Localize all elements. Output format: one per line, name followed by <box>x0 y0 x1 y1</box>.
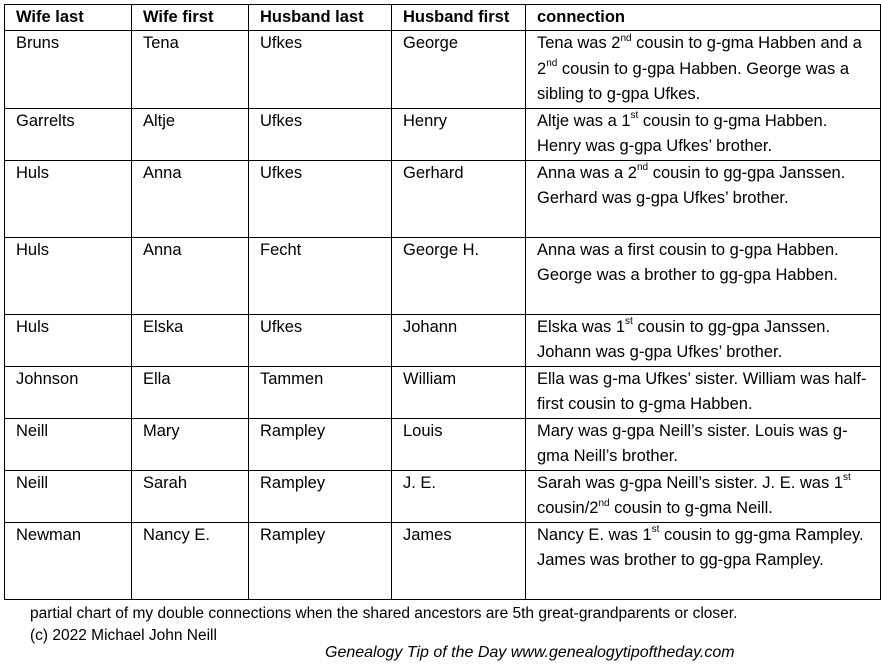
cell-husband-last: Fecht <box>249 237 392 314</box>
table-row <box>5 470 881 522</box>
table-row <box>5 108 881 160</box>
col-header-husband-last: Husband last <box>249 5 392 31</box>
table-row <box>5 366 881 418</box>
connection-text: cousin to g-gma Neill. <box>609 499 773 517</box>
connection-text: cousin to g-gma Habben. Henry was g-gpa Ufkes’ brother. <box>537 111 828 155</box>
ordinal-suffix: nd <box>636 162 649 173</box>
cell-connection <box>526 522 881 599</box>
copyright-text: (c) 2022 Michael John Neill <box>30 627 217 644</box>
cell-husband-first: James <box>392 522 526 599</box>
cell-connection <box>526 108 881 160</box>
cell-wife-last: Neill <box>5 418 132 470</box>
cell-husband-first: Gerhard <box>392 160 526 237</box>
cell-connection <box>526 418 881 470</box>
cell-wife-first: Anna <box>132 160 249 237</box>
cell-husband-first: Henry <box>392 108 526 160</box>
connection-text: cousin to g-gpa Habben. George was a sibling to g-gpa Ufkes. <box>537 59 849 103</box>
chart-note: partial chart of my double connections when the shared ancestors are 5th great-grandparents or closer. <box>30 605 738 622</box>
cell-wife-first: Altje <box>132 108 249 160</box>
cell-husband-first: Louis <box>392 418 526 470</box>
connections-table <box>4 4 881 600</box>
ordinal-suffix: st <box>630 110 639 121</box>
col-header-wife-first: Wife first <box>132 5 249 31</box>
cell-husband-last: Ufkes <box>249 314 392 366</box>
connection-text: Nancy E. was 1 <box>537 525 652 544</box>
ordinal-suffix: nd <box>546 58 558 69</box>
cell-husband-first: Johann <box>392 314 526 366</box>
connection-text: Anna was a 2 <box>537 163 637 182</box>
connection-text: cousin/2 <box>537 499 599 517</box>
cell-wife-first: Anna <box>132 237 249 314</box>
ordinal-suffix: st <box>625 316 633 327</box>
cell-husband-first: George <box>392 31 526 109</box>
cell-husband-first: George H. <box>392 237 526 314</box>
cell-wife-last: Newman <box>5 522 132 599</box>
cell-husband-last: Rampley <box>249 418 392 470</box>
connection-text: cousin to gg-gma Rampley. James was brother to gg-gpa Rampley. <box>537 525 864 569</box>
col-header-husband-first: Husband first <box>392 5 526 31</box>
table-row <box>5 314 881 366</box>
cell-husband-first: J. E. <box>392 470 526 522</box>
connection-text: cousin to gg-gpa Janssen. Gerhard was g-gpa Ufkes’ brother. <box>537 163 846 207</box>
cell-wife-last: Huls <box>5 237 132 314</box>
cell-husband-last: Ufkes <box>249 108 392 160</box>
ordinal-suffix: st <box>651 524 660 535</box>
ordinal-suffix: nd <box>598 497 610 509</box>
connection-text: Anna was a first cousin to g-gpa Habben. George was a brother to gg-gpa Habben. <box>537 240 839 284</box>
cell-wife-last: Bruns <box>5 31 132 109</box>
connection-text: Mary was g-gpa Neill’s sister. Louis was g-gma Neill’s brother. <box>537 421 848 465</box>
connection-text: cousin to g-gma Habben and a 2 <box>537 34 862 78</box>
cell-connection <box>526 31 881 109</box>
cell-connection <box>526 237 881 314</box>
table-row <box>5 237 881 314</box>
cell-husband-last: Tammen <box>249 366 392 418</box>
header-row <box>5 5 881 31</box>
connection-text: Ella was g-ma Ufkes’ sister. William was half-first cousin to g-gma Habben. <box>537 369 867 413</box>
connection-text: Altje was a 1 <box>537 111 631 130</box>
col-header-wife-last: Wife last <box>5 5 132 31</box>
cell-connection <box>526 314 881 366</box>
cell-husband-last: Rampley <box>249 522 392 599</box>
table-row <box>5 31 881 109</box>
connection-text: Sarah was g-gpa Neill’s sister. J. E. was 1 <box>537 473 843 492</box>
cell-husband-first: William <box>392 366 526 418</box>
table-row <box>5 418 881 470</box>
cell-wife-first: Ella <box>132 366 249 418</box>
cell-connection <box>526 366 881 418</box>
cell-wife-first: Nancy E. <box>132 522 249 599</box>
table-row <box>5 160 881 237</box>
cell-connection <box>526 470 881 522</box>
connection-text: Tena was 2 <box>537 34 621 52</box>
table-row <box>5 522 881 599</box>
cell-wife-first: Sarah <box>132 470 249 522</box>
cell-connection <box>526 160 881 237</box>
cell-husband-last: Ufkes <box>249 160 392 237</box>
site-credit: Genealogy Tip of the Day www.genealogytipoftheday.com <box>325 644 735 661</box>
cell-wife-last: Johnson <box>5 366 132 418</box>
connection-text: Elska was 1 <box>537 317 626 336</box>
cell-wife-first: Tena <box>132 31 249 109</box>
cell-wife-last: Garrelts <box>5 108 132 160</box>
connection-text: cousin to gg-gpa Janssen. Johann was g-gpa Ufkes’ brother. <box>537 317 831 361</box>
ordinal-suffix: st <box>843 472 851 483</box>
cell-wife-first: Elska <box>132 314 249 366</box>
cell-wife-last: Huls <box>5 314 132 366</box>
table-body <box>5 31 881 600</box>
cell-husband-last: Ufkes <box>249 31 392 109</box>
cell-wife-last: Huls <box>5 160 132 237</box>
cell-husband-last: Rampley <box>249 470 392 522</box>
col-header-connection: connection <box>526 5 881 31</box>
cell-wife-first: Mary <box>132 418 249 470</box>
cell-wife-last: Neill <box>5 470 132 522</box>
ordinal-suffix: nd <box>620 32 632 44</box>
